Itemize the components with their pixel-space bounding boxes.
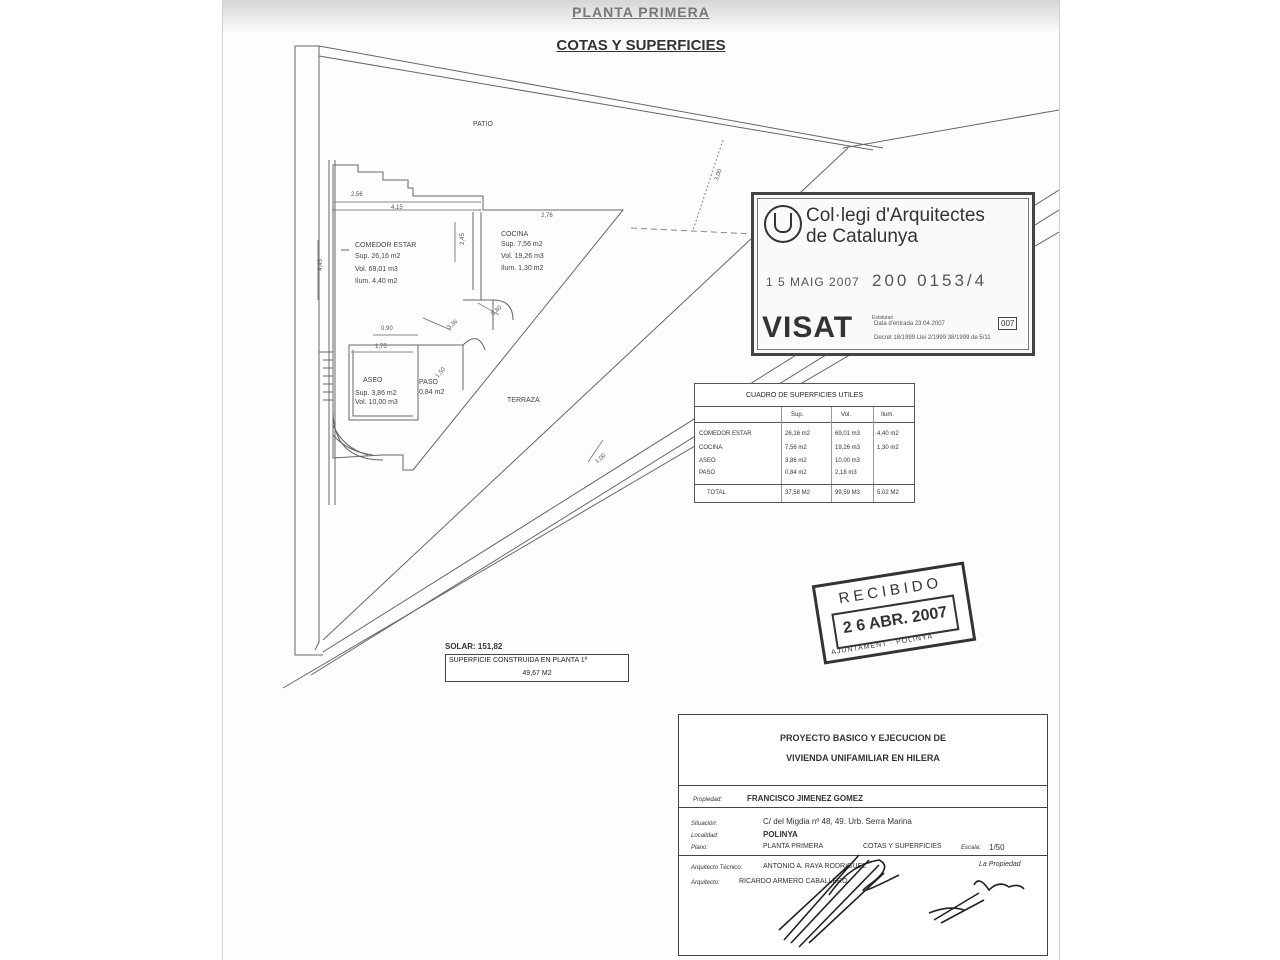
plan-label: Plano: [691, 845, 709, 851]
dimension-label: 4,45 [317, 259, 324, 271]
table-col-rule [781, 407, 782, 502]
stamp-decree-line: Decret 18/1999 Llei 2/1999 38/1999 de 5/11 [874, 335, 991, 341]
dimension-label: 0,80 [490, 304, 504, 318]
room-paso-name: PASO [419, 379, 438, 386]
row-ilum: 1,30 m2 [877, 445, 899, 451]
property-signature-label: La Propiedad [979, 861, 1021, 868]
row-name: ASEO [699, 458, 716, 464]
row-vol: 19,26 m3 [835, 445, 861, 451]
total-name: TOTAL [707, 490, 726, 496]
stamp-org-line1: Col·legi d'Arquitectes [806, 205, 985, 226]
total-vol: 99,59 M3 [835, 490, 861, 496]
room-aseo-name: ASEO [363, 377, 383, 384]
row-vol: 10,00 m3 [835, 458, 861, 464]
plan-value: PLANTA PRIMERA [763, 843, 824, 850]
received-stamp-title: RECIBIDO [837, 574, 944, 608]
title-block [678, 714, 1048, 956]
room-comedor-name: COMEDOR ESTAR [355, 242, 417, 249]
dimension-label: 1,00 [594, 452, 608, 466]
table-header: Vol. [841, 412, 852, 418]
row-sup: 3,86 m2 [785, 458, 807, 464]
project-title-line2: VIVIENDA UNIFAMILIAR EN HILERA [786, 753, 940, 763]
room-cocina-ilum: Ilum. 1,30 m2 [501, 265, 544, 272]
room-comedor-sup: Sup. 26,16 m2 [355, 253, 401, 260]
table-rule [695, 484, 914, 485]
dimension-label: 2,76 [541, 213, 553, 219]
received-stamp-date: 2 6 ABR. 2007 [841, 603, 949, 638]
dimension-label: 2,45 [459, 233, 466, 245]
project-title-line1: PROYECTO BASICO Y EJECUCION DE [779, 733, 947, 743]
room-comedor-ilum: Ilum. 4,40 m2 [355, 278, 398, 285]
solar-area-label: SOLAR: 151,82 [445, 642, 503, 651]
drawing-subtitle: COTAS Y SUPERFICIES [556, 37, 726, 54]
owner-label: Propiedad: [693, 797, 723, 803]
surfaces-table [694, 383, 915, 503]
table-header: Ilum. [881, 412, 895, 418]
college-seal-icon [764, 205, 802, 243]
table-rule [695, 422, 914, 423]
stamp-org-line2: de Catalunya [806, 226, 918, 247]
dimension-label: 3,36 [446, 318, 460, 332]
stamp-number: 200 0153/4 [872, 271, 988, 290]
table-rule [695, 406, 914, 407]
technician-label: Arquitecto Técnico: [691, 865, 743, 871]
row-ilum: 4,40 m2 [877, 431, 899, 437]
room-aseo-sup: Sup. 3,86 m2 [355, 390, 397, 397]
constructed-surface-label: SUPERFICIE CONSTRUIDA EN PLANTA 1ª [449, 657, 588, 664]
row-name: PASO [699, 470, 716, 476]
stamp-visat-sup: Estatutari [872, 315, 894, 321]
stamp-entry-line: Data d'entrada 23.04.2007 [874, 321, 945, 327]
dimension-label: 3,00 [714, 168, 724, 182]
table-col-rule [873, 407, 874, 502]
dimension-label: 2,56 [351, 192, 363, 198]
stamp-visat: VISAT [762, 311, 854, 344]
room-cocina-vol: Vol. 19,26 m3 [501, 253, 544, 260]
technician-value: ANTONIO A. RAYA RODRIGUEZ [763, 863, 867, 870]
owner-value: FRANCISCO JIMENEZ GOMEZ [747, 794, 864, 803]
plan-value-2: COTAS Y SUPERFICIES [863, 843, 942, 850]
constructed-surface-box [445, 654, 629, 682]
row-vol: 69,01 m3 [835, 431, 861, 437]
town-label: Localidad: [691, 833, 719, 839]
row-sup: 26,16 m2 [785, 431, 811, 437]
location-label: Situación: [691, 821, 718, 827]
document-sheet [222, 0, 1060, 960]
stamp-date: 1 5 MAIG 2007 [766, 275, 860, 289]
surfaces-table-caption: CUADRO DE SUPERFICIES UTILES [745, 392, 864, 399]
dimension-label: 1,75 [375, 344, 387, 350]
table-header: Sup. [791, 412, 804, 418]
constructed-surface-value: 49,67 M2 [522, 670, 552, 677]
row-name: COCINA [699, 445, 723, 451]
scale-value: 1/50 [989, 843, 1005, 852]
received-stamp-footer: AJUNTAMENT · POLINYÀ [830, 633, 934, 657]
town-value: POLINYA [763, 830, 798, 839]
stamp-box-number: 007 [998, 317, 1017, 330]
patio-label: PATIO [473, 121, 493, 128]
room-paso-sup: 0,84 m2 [419, 389, 445, 396]
architects-visa-stamp [751, 192, 1035, 356]
total-ilum: 5,02 M2 [877, 490, 899, 496]
room-cocina-name: COCINA [501, 231, 529, 238]
dimension-label: 0,90 [381, 326, 393, 332]
dimension-label: 4,15 [391, 205, 403, 211]
terrace-label: TERRAZA [507, 397, 540, 404]
row-name: COMEDOR ESTAR [699, 431, 752, 437]
scale-label: Escala: [961, 845, 981, 851]
row-sup: 0,84 m2 [785, 470, 807, 476]
room-comedor-vol: Vol. 69,01 m3 [355, 266, 398, 273]
total-sup: 37,58 M2 [785, 490, 811, 496]
architect-value: RICARDO ARMERO CABALLERO [739, 878, 848, 885]
row-sup: 7,56 m2 [785, 445, 807, 451]
drawing-title: PLANTA PRIMERA [572, 4, 710, 20]
location-value: C/ del Migdia nº 48, 49. Urb. Serra Marina [763, 817, 912, 826]
room-cocina-sup: Sup. 7,56 m2 [501, 241, 543, 248]
table-col-rule [831, 407, 832, 502]
architect-label: Arquitecto: [691, 880, 720, 886]
room-aseo-vol: Vol. 10,00 m3 [355, 399, 398, 406]
dimension-label: 1,50 [434, 366, 447, 380]
row-vol: 2,18 m3 [835, 470, 857, 476]
handwritten-signatures [679, 715, 1047, 955]
